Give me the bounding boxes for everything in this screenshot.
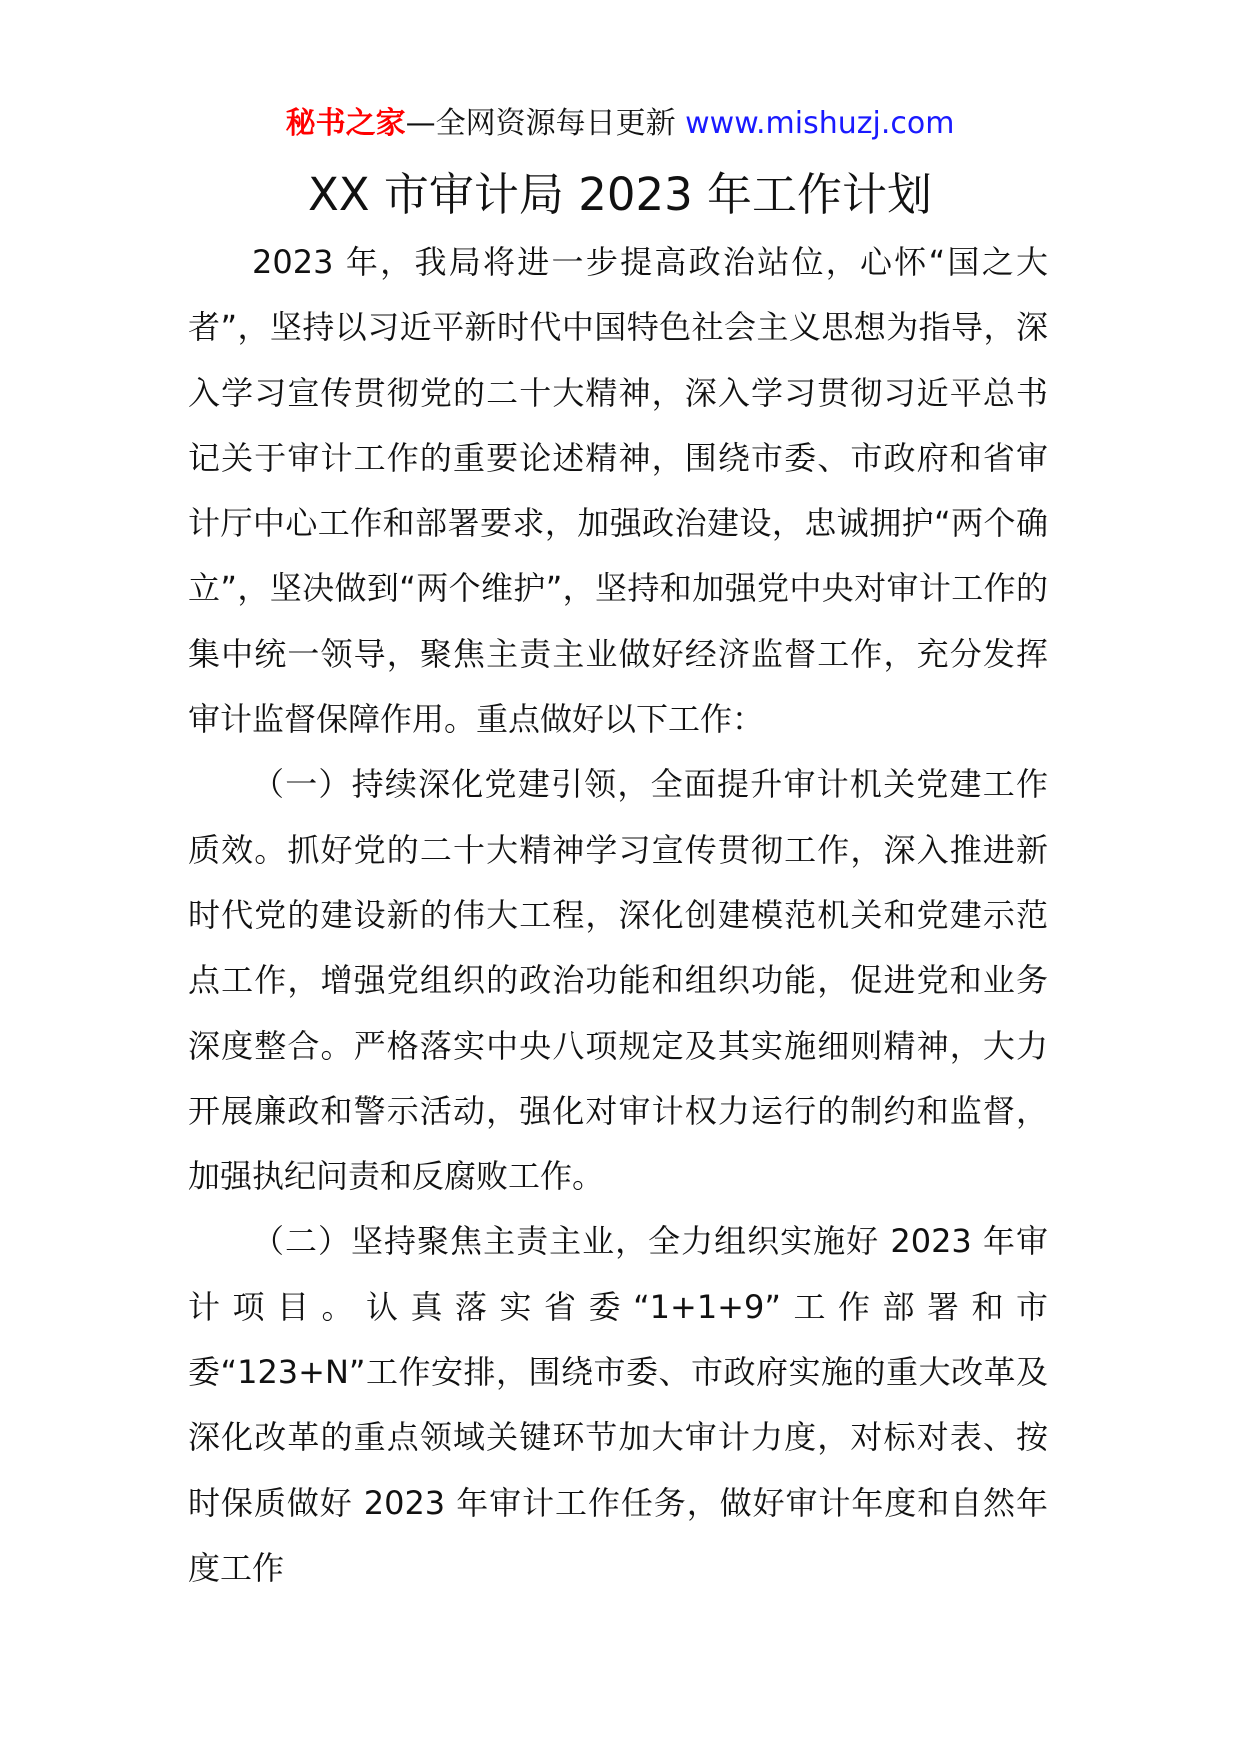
document-title: XX 市审计局 2023 年工作计划 (307, 168, 933, 221)
section-2-heading: （二）坚持聚焦主责主业，全力组织实施好 2023 年审计项目。 (188, 1222, 1048, 1326)
site-tagline: —全网资源每日更新 (405, 106, 686, 141)
document-body (188, 230, 1048, 1601)
section-1-body: 抓好党的二十大精神学习宣传贯彻工作，深入推进新时代党的建设新的伟大工程，深化创建模范机关和党建示范点工作，增强党组织的政治功能和组织功能，促进党和业务深度整合。严格落实中央八项规定及其实施细则精神，大力开展廉政和警示活动，强化对审计权力运行的制约和监督，加强执纪问责和反腐败工作。 (188, 830, 1048, 1196)
section-1-paragraph (188, 752, 1048, 1209)
intro-paragraph: 2023 年，我局将进一步提高政治站位，心怀“国之大者”，坚持以习近平新时代中国特色社会主义思想为指导，深入学习宣传贯彻党的二十大精神，深入学习贯彻习近平总书记关于审计工作的重要论述精神，围绕市委、市政府和省审计厅中心工作和部署要求，加强政治建设，忠诚拥护“两个确立”，坚决做到“两个维护”，坚持和加强党中央对审计工作的集中统一领导，聚焦主责主业做好经济监督工作，充分发挥审计监督保障作用。重点做好以下工作： (188, 243, 1048, 739)
section-2-body: 认真落实省委“1+1+9”工作部署和市委“123+N”工作安排，围绕市委、市政府实施的重大改革及深化改革的重点领域关键环节加大审计力度，对标对表、按时保质做好 2023 年审计工作任务，做好审计年度和自然年度工作 (188, 1287, 1048, 1587)
site-name: 秘书之家 (285, 106, 406, 141)
section-1-heading: （一）持续深化党建引领，全面提升审计机关党建工作质效。 (188, 765, 1048, 869)
site-header (0, 100, 1240, 148)
section-2-paragraph (188, 1209, 1048, 1601)
site-url-link[interactable]: www.mishuzj.com (685, 106, 955, 141)
